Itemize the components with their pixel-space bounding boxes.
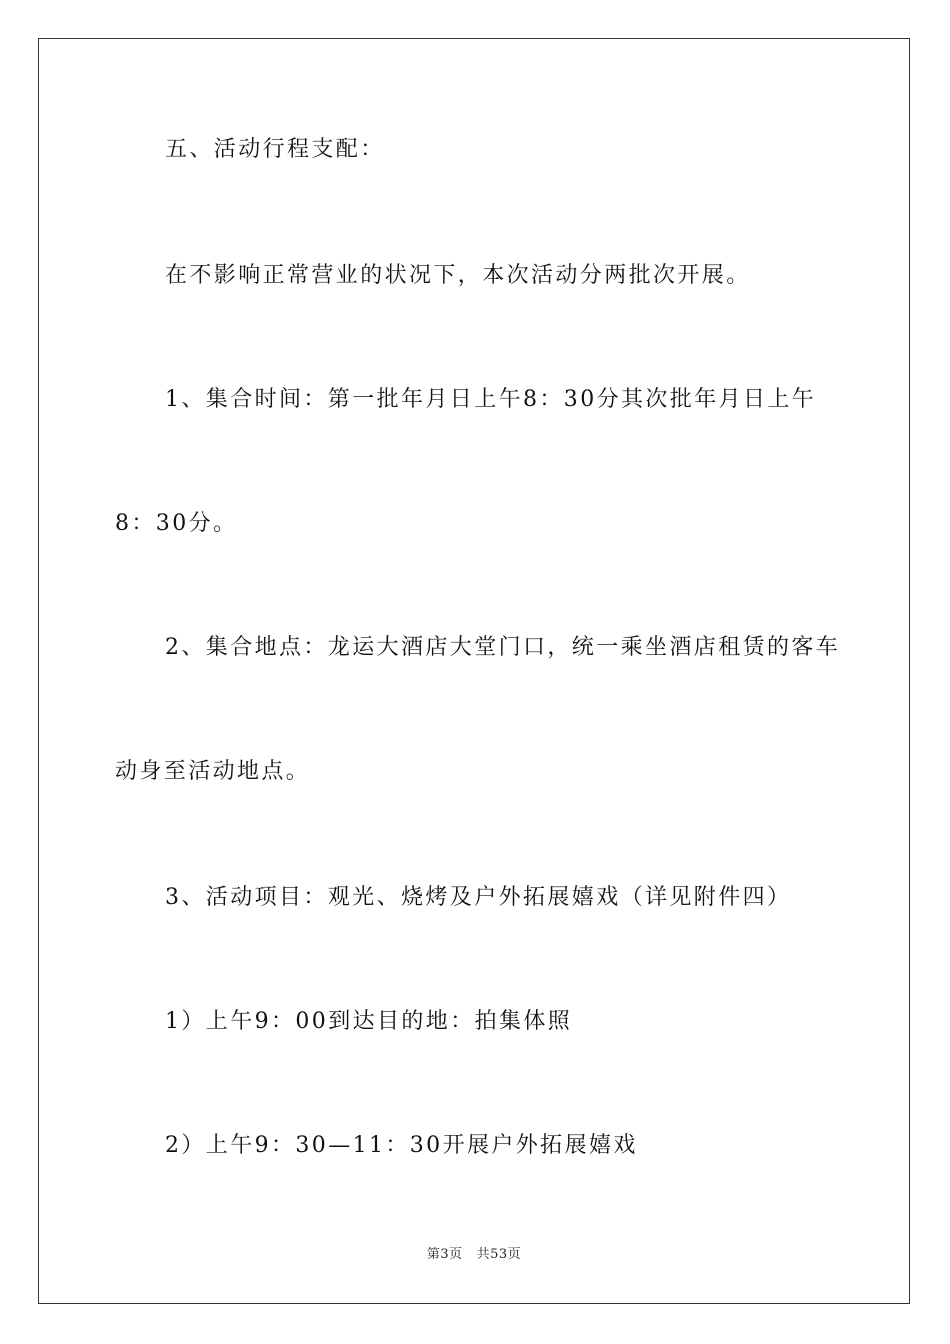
section-heading: 五、活动行程支配： — [165, 137, 385, 162]
paragraph-assembly-place-cont: 动身至活动地点。 — [115, 759, 311, 784]
paragraph-assembly-place: 2、集合地点：龙运大酒店大堂门口，统一乘坐酒店租赁的客车 — [165, 635, 841, 660]
schedule-item-2: 2）上午9：30—11：30开展户外拓展嬉戏 — [165, 1133, 638, 1158]
paragraph-intro: 在不影响正常营业的状况下，本次活动分两批次开展。 — [165, 263, 751, 288]
page-number: 第3页 — [426, 1247, 463, 1262]
paragraph-activity-items: 3、活动项目：观光、烧烤及户外拓展嬉戏（详见附件四） — [165, 885, 792, 910]
page-footer — [39, 1243, 909, 1262]
page-total: 共53页 — [476, 1247, 522, 1262]
schedule-item-1: 1）上午9：00到达目的地：拍集体照 — [165, 1009, 573, 1034]
page-frame — [38, 38, 910, 1304]
paragraph-assembly-time: 1、集合时间：第一批年月日上午8：30分其次批年月日上午 — [165, 387, 817, 412]
paragraph-assembly-time-cont: 8：30分。 — [115, 511, 238, 536]
